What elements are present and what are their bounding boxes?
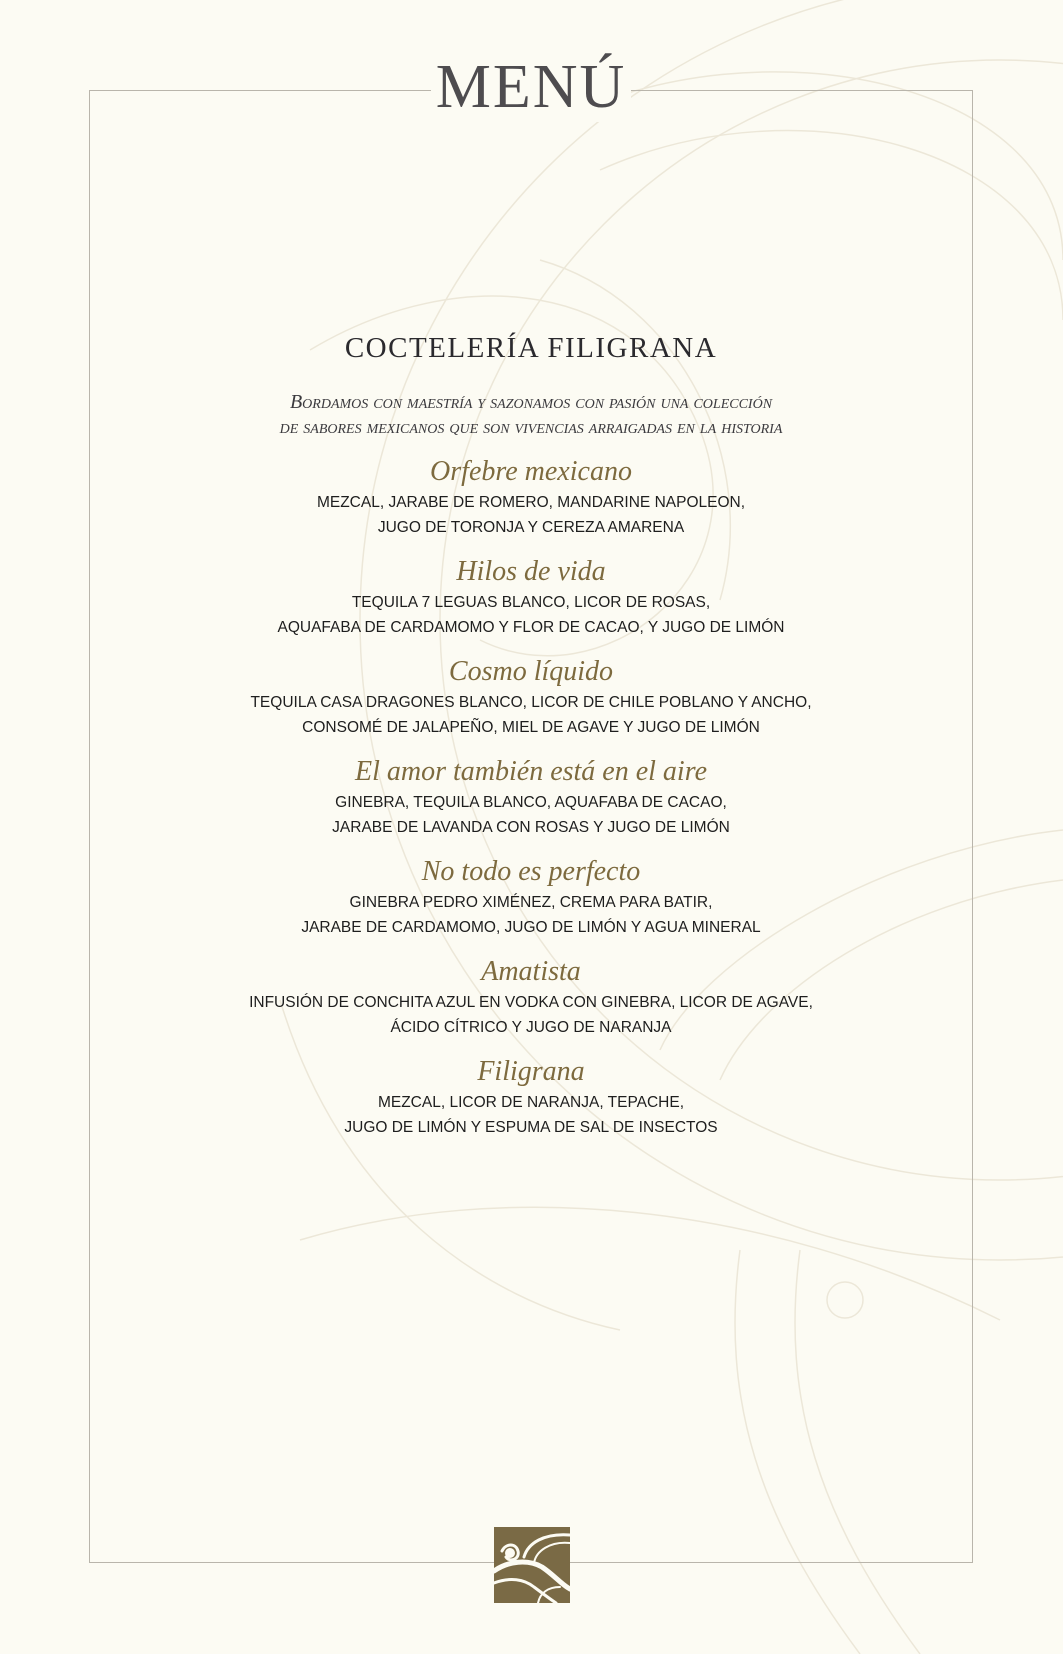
cocktail-name: Orfebre mexicano (430, 456, 632, 487)
ingredient-line: JARABE DE LAVANDA CON ROSAS Y JUGO DE LIMÓN (332, 819, 730, 836)
ingredient-line: JUGO DE LIMÓN Y ESPUMA DE SAL DE INSECTOS (344, 1119, 718, 1136)
cocktail-ingredients (89, 690, 973, 740)
menu-content (89, 330, 973, 1154)
ingredient-line: TEQUILA CASA DRAGONES BLANCO, LICOR DE CHILE POBLANO Y ANCHO, (250, 694, 812, 711)
ingredient-line: GINEBRA, TEQUILA BLANCO, AQUAFABA DE CACAO, (335, 794, 727, 811)
ingredient-line: AQUAFABA DE CARDAMOMO Y FLOR DE CACAO, Y JUGO DE LIMÓN (277, 619, 785, 636)
ingredient-line: CONSOMÉ DE JALAPEÑO, MIEL DE AGAVE Y JUGO DE LIMÓN (302, 719, 760, 736)
cocktail-item (89, 454, 973, 540)
cocktail-name: Filigrana (477, 1056, 585, 1087)
cocktail-name: El amor también está en el aire (354, 756, 707, 787)
ingredient-line: JUGO DE TORONJA Y CEREZA AMARENA (377, 519, 685, 536)
ingredient-line: TEQUILA 7 LEGUAS BLANCO, LICOR DE ROSAS, (351, 594, 711, 611)
ingredient-line: ÁCIDO CÍTRICO Y JUGO DE NARANJA (390, 1019, 672, 1036)
cocktail-ingredients (89, 490, 973, 540)
cocktail-item (89, 654, 973, 740)
intro-line: de sabores mexicanos que son vivencias arraigadas en la historia (279, 416, 783, 438)
section-intro (89, 390, 973, 440)
cocktail-item (89, 854, 973, 940)
ingredient-line: JARABE DE CARDAMOMO, JUGO DE LIMÓN Y AGUA MINERAL (301, 919, 761, 936)
cocktail-ingredients (89, 1090, 973, 1140)
cocktail-item (89, 554, 973, 640)
cocktail-ingredients (89, 990, 973, 1040)
cocktail-item (89, 954, 973, 1040)
intro-line: Bordamos con maestría y sazonamos con pasión una colección (289, 391, 773, 413)
ingredient-line: GINEBRA PEDRO XIMÉNEZ, CREMA PARA BATIR, (349, 894, 713, 911)
ingredient-line: MEZCAL, LICOR DE NARANJA, TEPACHE, (377, 1094, 685, 1111)
menu-title: MENÚ (431, 52, 631, 122)
cocktail-item (89, 754, 973, 840)
cocktail-ingredients (89, 590, 973, 640)
cocktail-name: Amatista (481, 956, 581, 987)
ingredient-line: MEZCAL, JARABE DE ROMERO, MANDARINE NAPOLEON, (316, 494, 746, 511)
cocktail-ingredients (89, 890, 973, 940)
section-title: COCTELERÍA FILIGRANA (344, 332, 718, 364)
cocktail-list (89, 454, 973, 1140)
cocktail-name: Hilos de vida (456, 556, 606, 587)
filigrana-logo-icon (494, 1527, 570, 1603)
cocktail-item (89, 1054, 973, 1140)
cocktail-name: No todo es perfecto (421, 856, 641, 887)
ingredient-line: INFUSIÓN DE CONCHITA AZUL EN VODKA CON GINEBRA, LICOR DE AGAVE, (249, 994, 813, 1011)
cocktail-ingredients (89, 790, 973, 840)
cocktail-name: Cosmo líquido (448, 656, 614, 687)
